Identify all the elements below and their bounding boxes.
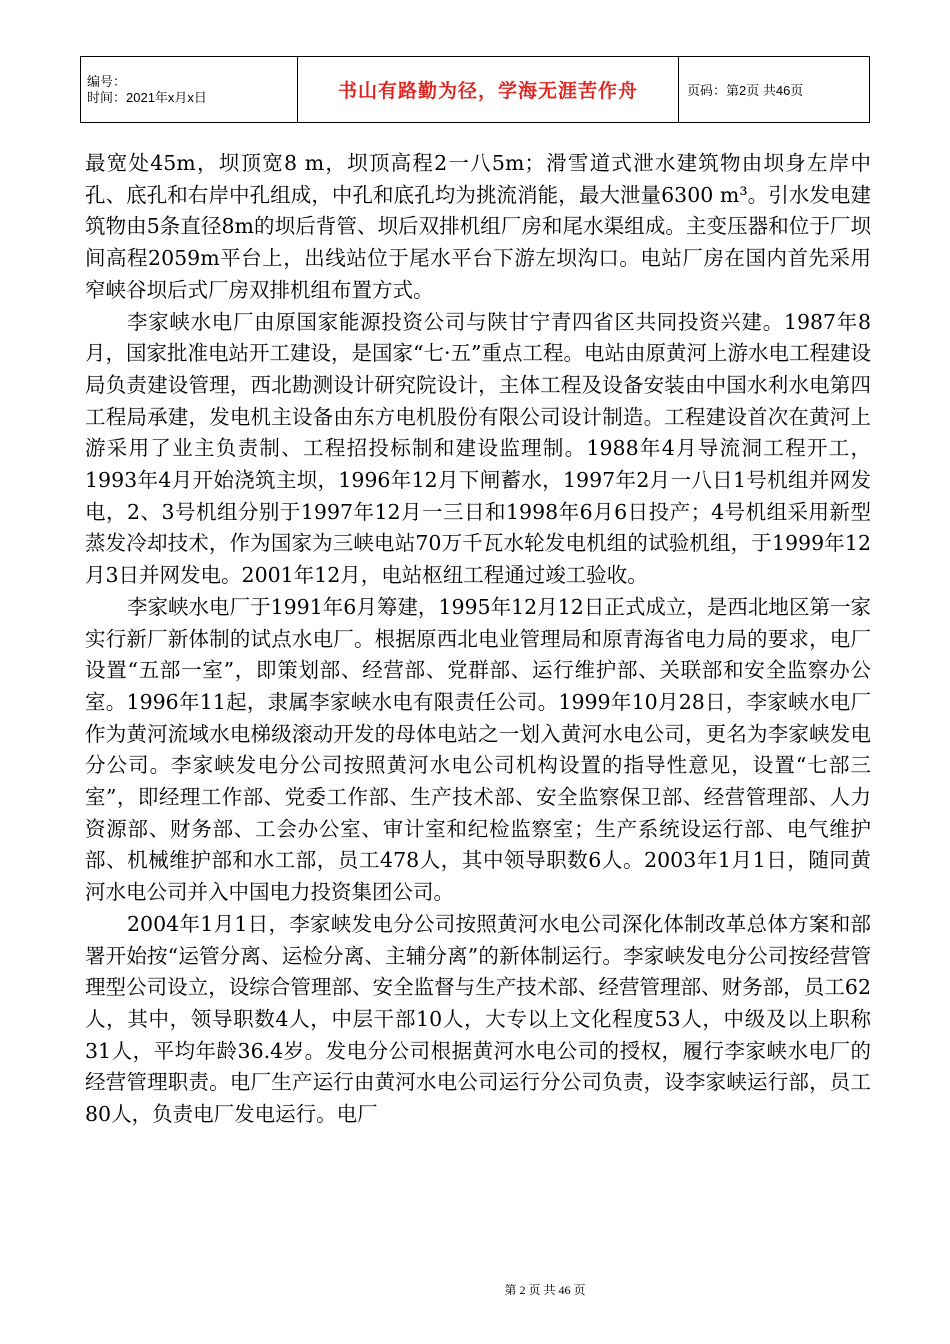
paragraph: 李家峡水电厂由原国家能源投资公司与陕甘宁青四省区共同投资兴建。1987年8月，国家批准电站开工建设，是国家“七·五”重点工程。电站由原黄河上游水电工程建设局负责建设管理，西北勘测设计研究院设计，主体工程及设备安装由中国水利水电第四工程局承建，发电机主设备由东方电机股份有限公司设计制造。工程建设首次在黄河上游采用了业主负责制、工程招投标制和建设监理制。1988年4月导流洞工程开工，1993年4月开始浇筑主坝，1996年12月下闸蓄水，1997年2月一八日1号机组并网发电，2、3号机组分别于1997年12月一三日和1998年6月6日投产；4号机组采用新型蒸发冷却技术，作为国家为三峡电站70万千瓦水轮发电机组的试验机组，于1999年12月3日并网发电。2001年12月，电站枢纽工程通过竣工验收。: [85, 309, 871, 588]
page-header: [80, 56, 870, 123]
header-page-info: 页码：第2页 共46页: [679, 57, 870, 123]
paragraph: 李家峡水电厂于1991年6月筹建，1995年12月12日正式成立，是西北地区第一家实行新厂新体制的试点水电厂。根据原西北电业管理局和原青海省电力局的要求，电厂设置“五部一室”，即策划部、经营部、党群部、运行维护部、关联部和安全监察办公室。1996年11起，隶属李家峡水电有限责任公司。1999年10月28日，李家峡水电厂作为黄河流域水电梯级滚动开发的母体电站之一划入黄河水电公司，更名为李家峡发电分公司。李家峡发电分公司按照黄河水电公司机构设置的指导性意见，设置“七部三室”，即经理工作部、党委工作部、生产技术部、安全监察保卫部、经营管理部、人力资源部、财务部、工会办公室、审计室和纪检监察室；生产系统设运行部、电气维护部、机械维护部和水工部，员工478人，其中领导职数6人。2003年1月1日，随同黄河水电公司并入中国电力投资集团公司。: [85, 594, 871, 905]
document-body: [85, 148, 871, 1131]
page-footer: 第 2 页 共 46 页: [504, 1283, 586, 1297]
header-meta: [81, 57, 298, 123]
header-time-label: 时间：2021年x月x日: [87, 89, 207, 105]
paragraph-continuation: 最宽处45m，坝顶宽8 m，坝顶高程2一八5m；滑雪道式泄水建筑物由坝身左岸中孔、底孔和右岸中孔组成，中孔和底孔均为挑流消能，最大泄量6300 m³。引水发电建筑物由5条直径8m的坝后背管、坝后双排机组厂房和尾水渠组成。主变压器和位于厂坝间高程2059m平台上，出线站位于尾水平台下游左坝沟口。电站厂房在国内首先采用窄峡谷坝后式厂房双排机组布置方式。: [85, 151, 871, 302]
paragraph: 2004年1月1日，李家峡发电分公司按照黄河水电公司深化体制改革总体方案和部署开始按“运管分离、运检分离、主辅分离”的新体制运行。李家峡发电分公司按经营管理型公司设立，设综合管理部、安全监督与生产技术部、经营管理部、财务部，员工62人，其中，领导职数4人，中层干部10人，大专以上文化程度53人，中级及以上职称31人，平均年龄36.4岁。发电分公司根据黄河水电公司的授权，履行李家峡水电厂的经营管理职责。电厂生产运行由黄河水电公司运行分公司负责，设李家峡运行部，员工80人，负责电厂发电运行。电厂: [85, 911, 871, 1127]
header-number-label: 编号：: [87, 73, 127, 89]
header-motto: 书山有路勤为径，学海无涯苦作舟: [298, 57, 679, 123]
